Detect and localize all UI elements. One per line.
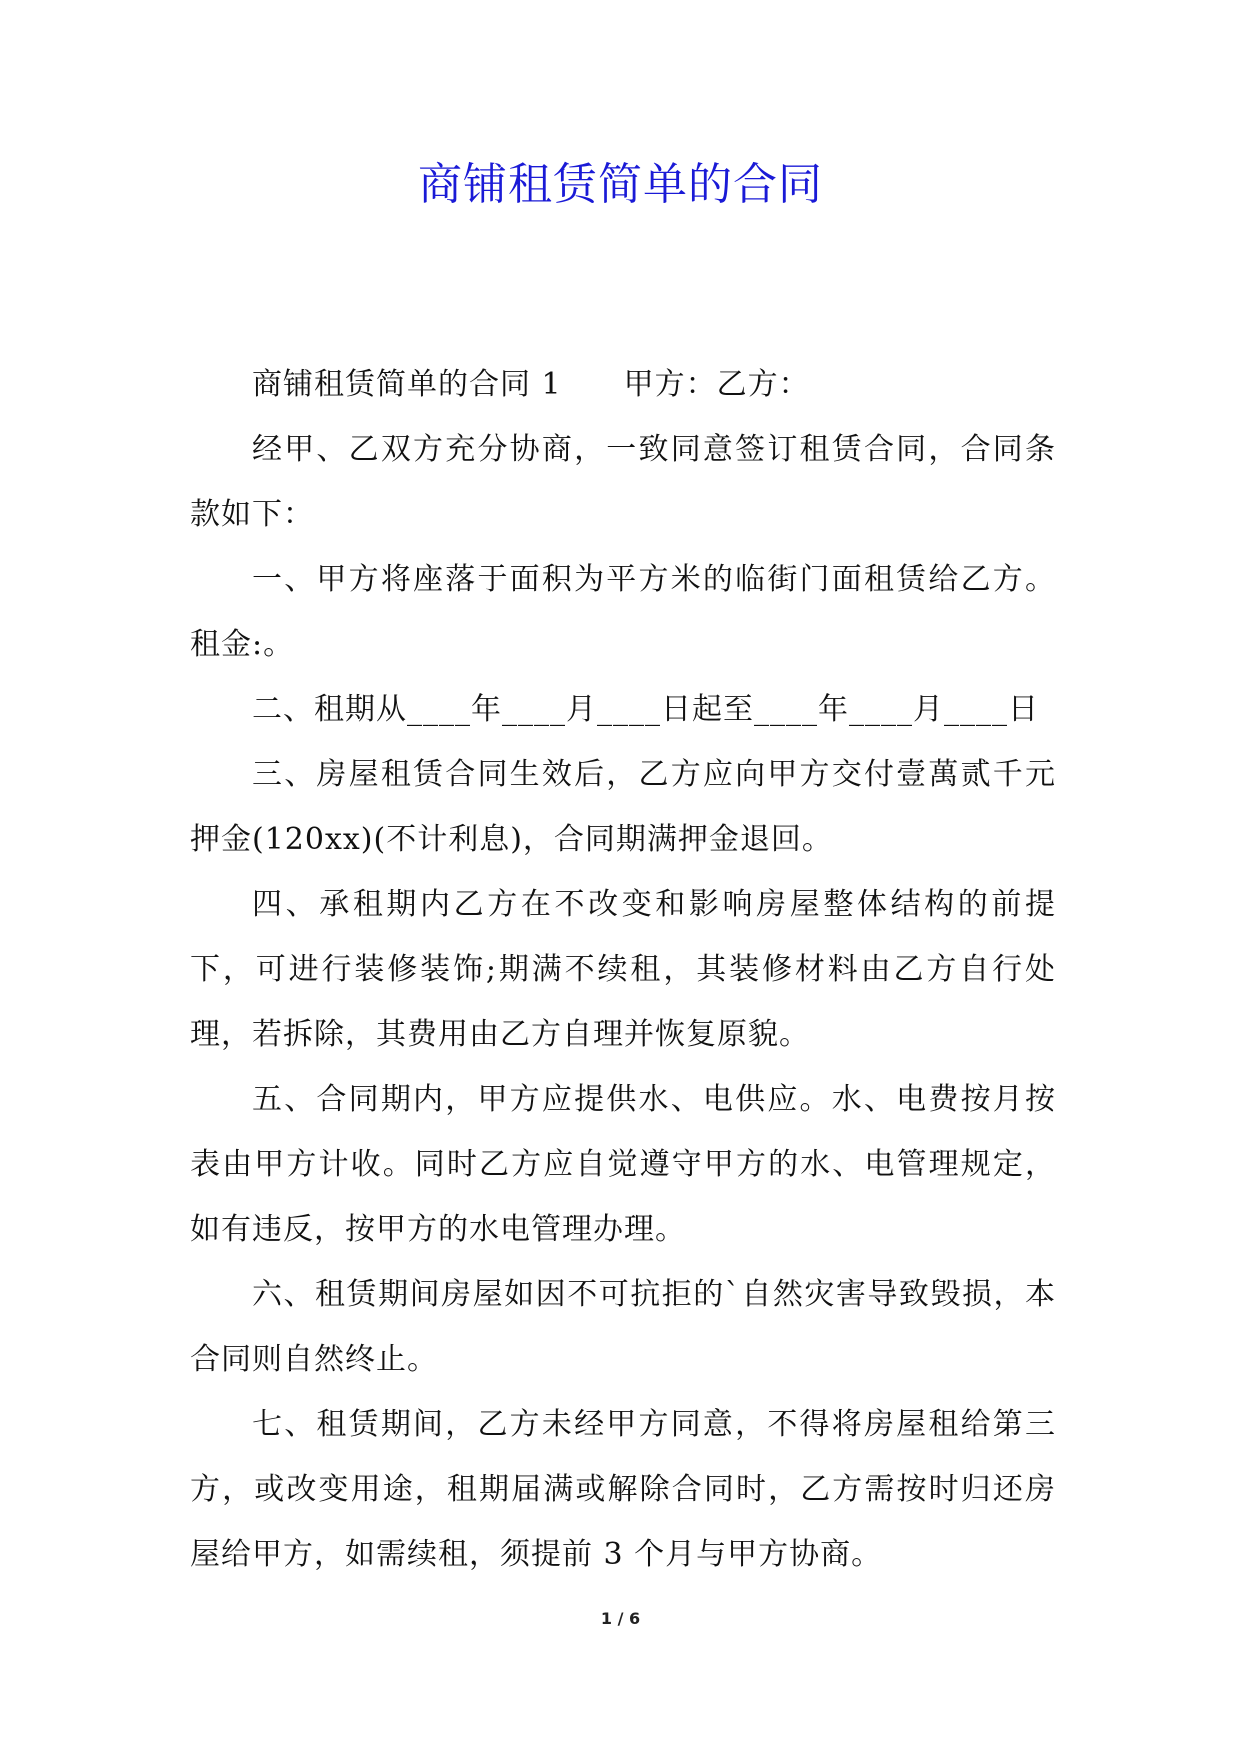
paragraph-clause-1: 一、甲方将座落于面积为平方米的临街门面租赁给乙方。租金:。 — [190, 562, 1056, 662]
page-number: 1 / 6 — [600, 1609, 641, 1628]
document-title: 商铺租赁简单的合同 — [418, 159, 823, 210]
paragraph-clause-5: 五、合同期内，甲方应提供水、电供应。水、电费按月按表由甲方计收。同时乙方应自觉遵守甲方的水、电管理规定，如有违反，按甲方的水电管理办理。 — [190, 1082, 1056, 1247]
paragraph-clause-2: 二、租期从____年____月____日起至____年____月____日 — [252, 692, 1039, 727]
paragraph-clause-3: 三、房屋租赁合同生效后，乙方应向甲方交付壹萬贰千元押金(120xx)(不计利息)，合同期满押金退回。 — [190, 757, 1056, 857]
paragraph-clause-4: 四、承租期内乙方在不改变和影响房屋整体结构的前提下，可进行装修装饰;期满不续租，其装修材料由乙方自行处理，若拆除，其费用由乙方自理并恢复原貌。 — [190, 887, 1056, 1052]
paragraph-clause-7: 七、租赁期间，乙方未经甲方同意，不得将房屋租给第三方，或改变用途，租期届满或解除合同时，乙方需按时归还房屋给甲方，如需续租，须提前 3 个月与甲方协商。 — [190, 1407, 1056, 1572]
document-body — [190, 352, 1056, 1587]
paragraph-clause-6: 六、租赁期间房屋如因不可抗拒的`自然灾害导致毁损，本合同则自然终止。 — [190, 1277, 1056, 1377]
paragraph-intro: 商铺租赁简单的合同 1 甲方：乙方： — [252, 367, 810, 402]
paragraph-preamble: 经甲、乙双方充分协商，一致同意签订租赁合同，合同条款如下： — [190, 432, 1056, 532]
